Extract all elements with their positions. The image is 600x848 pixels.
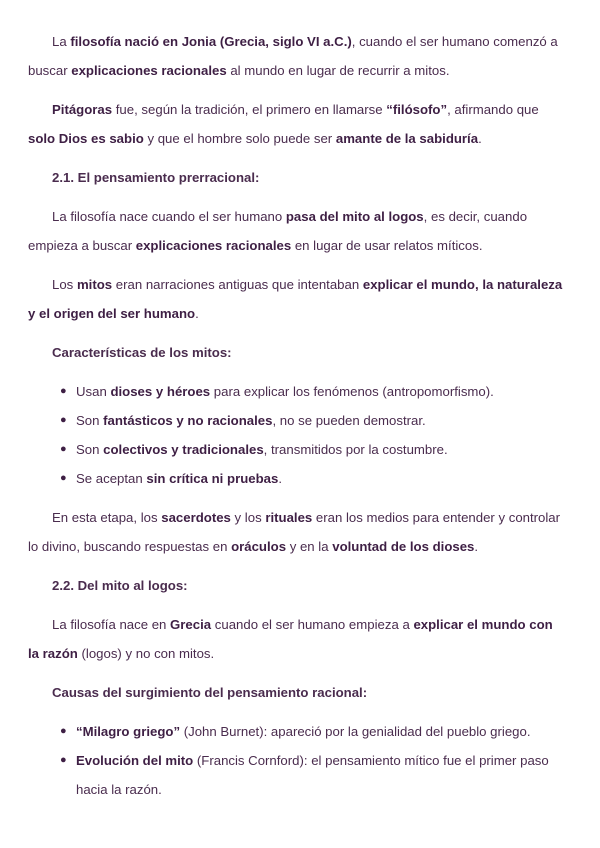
bold-text: “filósofo” [386, 102, 448, 117]
bold-text: explicaciones racionales [71, 63, 227, 78]
text: y los [230, 510, 266, 525]
text: , no se pueden demostrar. [272, 413, 426, 428]
text: (logos) y no con mitos. [77, 646, 215, 661]
bold-text: sacerdotes [161, 510, 231, 525]
list-caracteristicas [28, 377, 564, 493]
subheading-caracteristicas: Características de los mitos: [52, 345, 232, 360]
list-item [60, 717, 564, 746]
bold-text: sin crítica ni pruebas [146, 471, 279, 486]
text: y en la [286, 539, 333, 554]
bold-text: voluntad de los dioses [332, 539, 475, 554]
paragraph-sacerdotes [28, 503, 564, 561]
bullet-icon: ● [60, 472, 67, 484]
bold-text: dioses y héroes [110, 384, 211, 399]
bold-text: oráculos [231, 539, 287, 554]
section-heading-2-2: 2.2. Del mito al logos: [52, 578, 188, 593]
text: En esta etapa, los [52, 510, 162, 525]
bold-text: “Milagro griego” [76, 724, 181, 739]
bold-text: fantásticos y no racionales [103, 413, 273, 428]
paragraph-mito-logos [28, 202, 564, 260]
bold-text: colectivos y tradicionales [103, 442, 264, 457]
text: (Francis Cornford): el pensamiento mítico fue el primer paso hacia la razón. [76, 753, 549, 797]
paragraph-origin [28, 27, 564, 85]
text: Son [76, 442, 104, 457]
text: Usan [76, 384, 111, 399]
list-item [60, 406, 564, 435]
list-causas [28, 717, 564, 804]
subheading-causas: Causas del surgimiento del pensamiento racional: [52, 685, 368, 700]
paragraph-pitagoras [28, 95, 564, 153]
text: , cuando el ser humano comenzó a buscar [28, 34, 558, 78]
bold-text: Pitágoras [52, 102, 113, 117]
bold-text: solo Dios es sabio [28, 131, 144, 146]
bold-text: explicaciones racionales [135, 238, 292, 253]
bold-text: mitos [76, 277, 113, 292]
text: y que el hombre solo puede ser [143, 131, 336, 146]
bold-text: pasa del mito al logos [285, 209, 424, 224]
text: , transmitidos por la costumbre. [263, 442, 448, 457]
bold-text: Evolución del mito [76, 753, 194, 768]
list-item [60, 464, 564, 493]
text: al mundo en lugar de recurrir a mitos. [226, 63, 450, 78]
text: , afirmando que [447, 102, 539, 117]
bold-text: explicar el mundo con la razón [28, 617, 553, 661]
text: La filosofía nace cuando el ser humano [52, 209, 286, 224]
paragraph-mitos [28, 270, 564, 328]
text: eran los medios para entender y controlar lo divino, buscando respuestas en [28, 510, 561, 554]
paragraph-grecia [28, 610, 564, 668]
text: Se aceptan [76, 471, 147, 486]
bullet-icon: ● [60, 414, 67, 426]
text: cuando el ser humano empieza a [211, 617, 414, 632]
text: en lugar de usar relatos míticos. [291, 238, 483, 253]
section-heading-2-1: 2.1. El pensamiento prerracional: [52, 170, 260, 185]
text: . [474, 539, 479, 554]
bold-text: explicar el mundo, la naturaleza y el origen del ser humano [28, 277, 563, 321]
text: La [52, 34, 71, 49]
text: eran narraciones antiguas que intentaban [112, 277, 363, 292]
bullet-icon: ● [60, 754, 67, 766]
bold-text: filosofía nació en Jonia (Grecia, siglo VI a.C.) [70, 34, 352, 49]
bold-text: amante de la sabiduría [335, 131, 479, 146]
text: La filosofía nace en [52, 617, 171, 632]
text: fue, según la tradición, el primero en llamarse [112, 102, 387, 117]
text: . [195, 306, 199, 321]
bold-text: rituales [265, 510, 313, 525]
text: . [478, 131, 482, 146]
list-item [60, 377, 564, 406]
text: para explicar los fenómenos (antropomorfismo). [210, 384, 494, 399]
text: . [278, 471, 282, 486]
text: Los [52, 277, 77, 292]
text: Son [76, 413, 104, 428]
text: (John Burnet): apareció por la genialidad del pueblo griego. [180, 724, 531, 739]
list-item [60, 435, 564, 464]
bullet-icon: ● [60, 443, 67, 455]
bold-text: Grecia [170, 617, 212, 632]
text: , es decir, cuando empieza a buscar [28, 209, 528, 253]
list-item [60, 746, 564, 804]
bullet-icon: ● [60, 725, 67, 737]
bullet-icon: ● [60, 385, 67, 397]
